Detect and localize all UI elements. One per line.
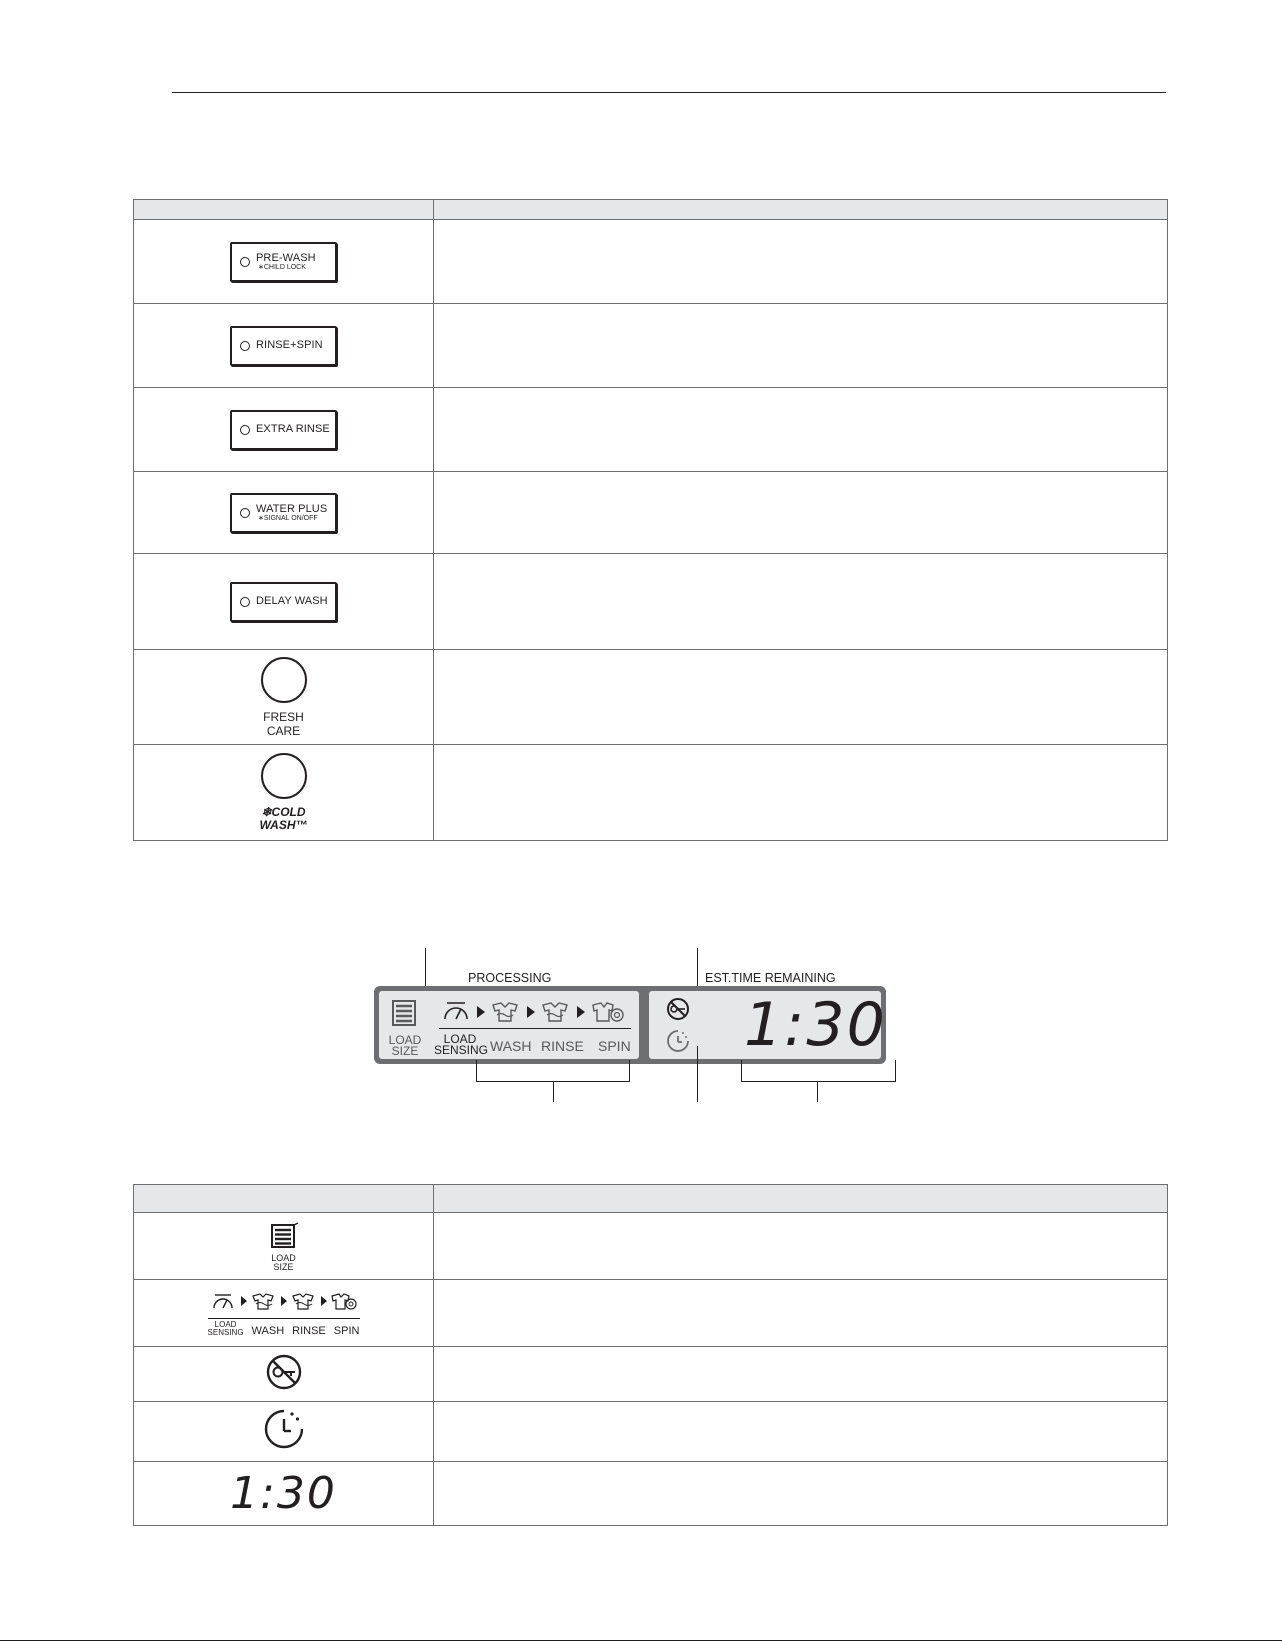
load-sensing-label: LOAD SENSING: [434, 1032, 489, 1057]
display-table-header: [134, 1185, 1168, 1213]
button-label: EXTRA RINSE: [256, 423, 330, 436]
table-row: [134, 1213, 1168, 1280]
cold-wash-label-line1: ❄COLD: [261, 805, 306, 819]
button-label: WATER PLUS: [256, 502, 328, 515]
arrow-icon: [477, 1006, 485, 1018]
rinse-spin-button[interactable]: [230, 326, 337, 366]
time-remaining-display: 1:30: [230, 1467, 337, 1519]
time-remaining-display: 1:30: [744, 990, 887, 1060]
table-row: [134, 1462, 1168, 1526]
load-sensing-icon: [214, 1295, 232, 1308]
wash-icon: [253, 1294, 273, 1309]
spin-icon: [332, 1294, 356, 1309]
header-rule: [172, 92, 1166, 93]
load-size-label: LOAD SIZE: [271, 1252, 296, 1272]
led-icon: [240, 341, 250, 351]
table-row: [134, 1280, 1168, 1347]
arrow-icon: [241, 1296, 247, 1306]
child-lock-icon: [666, 997, 690, 1021]
stage-underline: [439, 1028, 631, 1029]
extra-rinse-button[interactable]: [230, 410, 337, 450]
spin-icon: [593, 1003, 623, 1021]
button-label: PRE-WASH: [256, 251, 316, 264]
table-row: [134, 1402, 1168, 1462]
table-row: [134, 220, 1168, 304]
time-bracket: [741, 1060, 896, 1082]
options-table-header: [134, 200, 1168, 220]
delay-wash-icon: [263, 1408, 305, 1450]
processing-label: PROCESSING: [468, 971, 552, 985]
spin-stage-label: SPIN: [598, 1038, 631, 1054]
stage-underline: [208, 1318, 360, 1319]
table-row: [134, 388, 1168, 472]
rinse-icon: [543, 1003, 567, 1021]
load-sensing-label: LOAD SENSING: [207, 1319, 244, 1337]
delay-wash-icon: [666, 1029, 690, 1053]
arrow-icon: [281, 1296, 287, 1306]
fresh-care-label-line2: CARE: [266, 723, 301, 738]
cold-wash-button[interactable]: [261, 753, 307, 799]
delay-wash-button[interactable]: [230, 582, 337, 622]
process-stage-icons: [441, 999, 631, 1025]
rinse-stage-label: RINSE: [292, 1324, 326, 1337]
spin-stage-label: SPIN: [333, 1324, 360, 1337]
callout-line: [697, 1046, 698, 1102]
process-stage-icons: [208, 1290, 360, 1312]
load-size-icon: [391, 997, 421, 1027]
lcd-left-section: [379, 991, 639, 1059]
load-size-label: LOAD SIZE: [388, 1033, 422, 1058]
button-label: DELAY WASH: [256, 595, 328, 608]
est-time-remaining-label: EST.TIME REMAINING: [705, 971, 836, 985]
pre-wash-button[interactable]: [230, 242, 337, 282]
footer-rule: [0, 1640, 1282, 1641]
water-plus-button[interactable]: [230, 493, 337, 533]
led-icon: [240, 425, 250, 435]
cold-wash-label-line2: WASH™: [259, 818, 308, 832]
button-sublabel: ∗SIGNAL ON/OFF: [258, 514, 318, 522]
rinse-icon: [293, 1294, 313, 1309]
wash-stage-label: WASH: [251, 1324, 285, 1337]
fresh-care-label-line1: FRESH: [263, 709, 304, 724]
table-row: [134, 472, 1168, 554]
table-row: [134, 1347, 1168, 1402]
table-row: [134, 554, 1168, 650]
wash-stage-label: WASH: [490, 1038, 532, 1054]
child-lock-icon: [265, 1353, 303, 1391]
led-icon: [240, 508, 250, 518]
led-icon: [240, 597, 250, 607]
arrow-icon: [321, 1296, 327, 1306]
table-row: [134, 745, 1168, 841]
snowflake-icon: ❄: [261, 805, 272, 819]
display-icons-table: [133, 1184, 1168, 1526]
table-row: [134, 304, 1168, 388]
wash-icon: [493, 1003, 517, 1021]
fresh-care-button[interactable]: [261, 657, 307, 703]
lcd-panel: [374, 986, 886, 1064]
arrow-icon: [527, 1006, 535, 1018]
led-icon: [240, 257, 250, 267]
button-label: RINSE+SPIN: [256, 339, 323, 352]
arrow-icon: [577, 1006, 585, 1018]
table-row: [134, 650, 1168, 745]
button-sublabel: ∗CHILD LOCK: [258, 263, 306, 271]
rinse-stage-label: RINSE: [541, 1038, 584, 1054]
callout-line: [553, 1082, 554, 1102]
load-sensing-icon: [445, 1003, 467, 1019]
lcd-right-section: [649, 990, 887, 1060]
callout-line: [817, 1082, 818, 1102]
stage-bracket: [476, 1060, 630, 1082]
load-size-icon: [267, 1221, 301, 1249]
options-table: [133, 199, 1168, 841]
